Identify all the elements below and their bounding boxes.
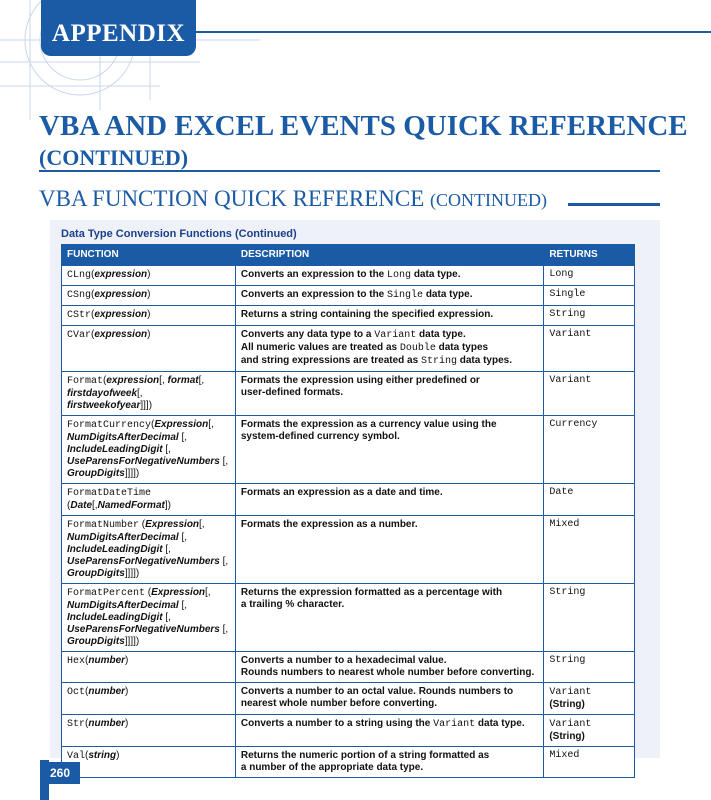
description-cell: Converts any data type to a Variant data type. All numeric values are treated as Double data types and string expressions are treated as String data types. [235, 326, 543, 372]
table-row [62, 715, 635, 747]
table-row [62, 326, 635, 372]
function-cell: Format(expression[, format[, firstdayofweek[, firstweekofyear]]]) [62, 372, 236, 416]
page-title [39, 110, 688, 174]
section-subtitle-suffix: (CONTINUED) [430, 190, 548, 210]
returns-cell: Variant (String) [544, 683, 635, 715]
table-caption: Data Type Conversion Functions (Continued) [61, 228, 297, 240]
section-subtitle [39, 186, 547, 212]
returns-cell: Single [544, 286, 635, 306]
description-cell: Returns the numeric portion of a string formatted as a number of the appropriate data type. [235, 747, 543, 778]
returns-cell: Mixed [544, 516, 635, 584]
function-cell: CVar(expression) [62, 326, 236, 372]
description-cell: Returns the expression formatted as a percentage with a trailing % character. [235, 584, 543, 652]
function-cell: Oct(number) [62, 683, 236, 715]
description-cell: Formats the expression as a number. [235, 516, 543, 584]
description-cell: Converts a number to a hexadecimal value. Rounds numbers to nearest whole number before converting. [235, 652, 543, 683]
returns-cell: String [544, 652, 635, 683]
function-cell: CSng(expression) [62, 286, 236, 306]
table-row [62, 266, 635, 286]
title-rule [39, 170, 660, 172]
function-cell: FormatCurrency(Expression[, NumDigitsAfterDecimal [, IncludeLeadingDigit [, UseParensForNegativeNumbers [, GroupDigits]]]]) [62, 416, 236, 484]
table-row [62, 516, 635, 584]
table-header-row [62, 245, 635, 266]
function-cell: CLng(expression) [62, 266, 236, 286]
description-cell: Formats the expression using either predefined or user-defined formats. [235, 372, 543, 416]
appendix-tab: APPENDIX [41, 0, 196, 56]
column-header-description: DESCRIPTION [235, 245, 543, 266]
returns-cell: Variant (String) [544, 715, 635, 747]
reference-table [61, 244, 635, 778]
description-cell: Converts a number to an octal value. Rounds numbers to nearest whole number before converting. [235, 683, 543, 715]
function-cell: CStr(expression) [62, 306, 236, 326]
description-cell: Converts an expression to the Single data type. [235, 286, 543, 306]
returns-cell: Variant [544, 326, 635, 372]
table-row [62, 652, 635, 683]
returns-cell: Date [544, 484, 635, 516]
table-row [62, 306, 635, 326]
column-header-function: FUNCTION [62, 245, 236, 266]
description-cell: Formats the expression as a currency value using the system-defined currency symbol. [235, 416, 543, 484]
subtitle-rule [568, 203, 660, 206]
returns-cell: Mixed [544, 747, 635, 778]
section-subtitle-main: VBA FUNCTION QUICK REFERENCE [39, 186, 425, 211]
table-row [62, 416, 635, 484]
description-cell: Converts an expression to the Long data type. [235, 266, 543, 286]
page-title-line2: (CONTINUED) [39, 145, 189, 170]
page-number: 260 [40, 762, 80, 784]
function-cell: FormatDateTime (Date[,NamedFormat]) [62, 484, 236, 516]
returns-cell: Currency [544, 416, 635, 484]
description-cell: Converts a number to a string using the Variant data type. [235, 715, 543, 747]
table-row [62, 747, 635, 778]
table-row [62, 484, 635, 516]
function-cell: Hex(number) [62, 652, 236, 683]
table-row [62, 372, 635, 416]
function-cell: FormatNumber (Expression[, NumDigitsAfterDecimal [, IncludeLeadingDigit [, UseParensForNegativeNumbers [, GroupDigits]]]]) [62, 516, 236, 584]
table-row [62, 683, 635, 715]
returns-cell: String [544, 584, 635, 652]
function-cell: FormatPercent (Expression[, NumDigitsAfterDecimal [, IncludeLeadingDigit [, UseParensForNegativeNumbers [, GroupDigits]]]]) [62, 584, 236, 652]
description-cell: Returns a string containing the specified expression. [235, 306, 543, 326]
returns-cell: Variant [544, 372, 635, 416]
function-cell: Val(string) [62, 747, 236, 778]
page-title-line1: VBA AND EXCEL EVENTS QUICK REFERENCE [39, 110, 688, 142]
header-rule [196, 31, 711, 33]
table-row [62, 584, 635, 652]
column-header-returns: RETURNS [544, 245, 635, 266]
function-cell: Str(number) [62, 715, 236, 747]
description-cell: Formats an expression as a date and time. [235, 484, 543, 516]
table-row [62, 286, 635, 306]
returns-cell: Long [544, 266, 635, 286]
returns-cell: String [544, 306, 635, 326]
